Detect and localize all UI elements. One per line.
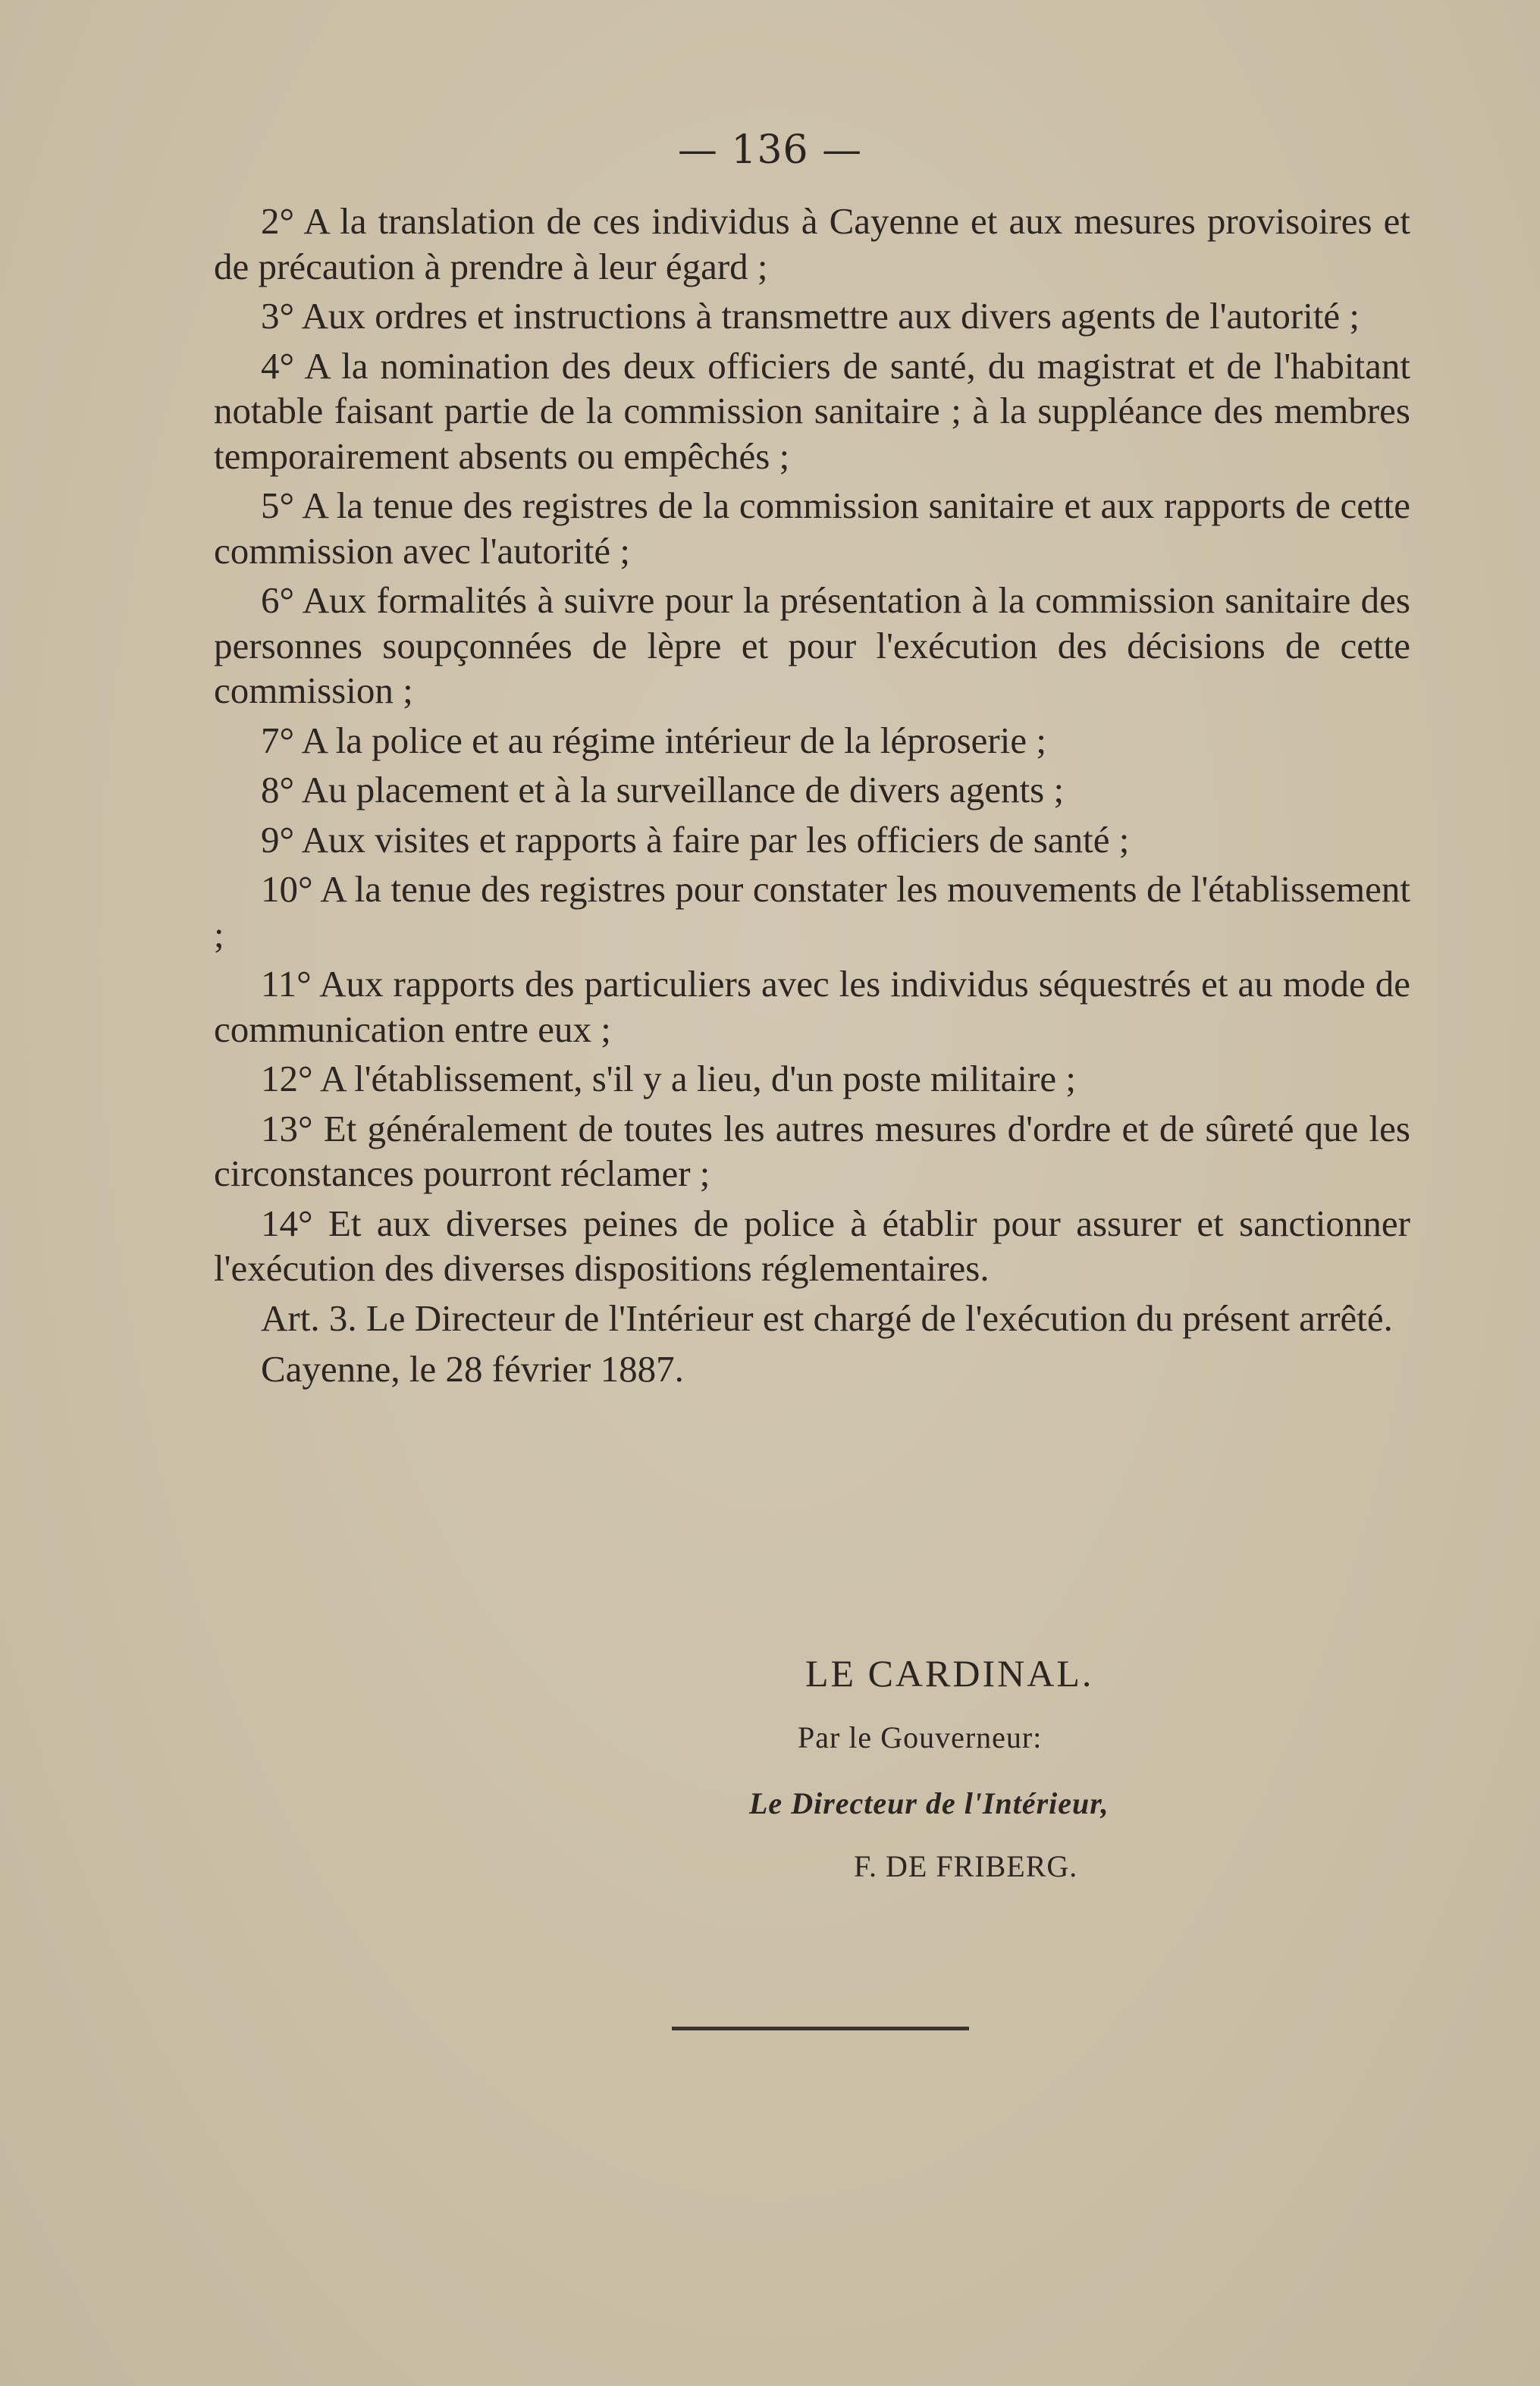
paragraph: 6° Aux formalités à suivre pour la présentation à la commission sanitaire des personnes soupçonnées de lèpre et pour l'exécution des décisions de cette commission ; (214, 579, 1410, 711)
paragraph: 5° A la tenue des registres de la commission sanitaire et aux rapports de cette commission avec l'autorité ; (214, 484, 1410, 572)
paragraph: 4° A la nomination des deux officiers de santé, du magistrat et de l'habitant notable faisant partie de la commission sanitaire ; à la suppléance des membres temporairement absents ou empêchés ; (214, 344, 1410, 477)
paragraph: 9° Aux visites et rapports à faire par les officiers de santé ; (261, 818, 1130, 861)
closing-rule (672, 2027, 969, 2030)
paragraph: 10° A la tenue des registres pour constater les mouvements de l'établissement ; (214, 868, 1410, 955)
paragraph: 12° A l'établissement, s'il y a lieu, d'un poste militaire ; (261, 1058, 1076, 1099)
paragraph: 11° Aux rapports des particuliers avec les individus séquestrés et au mode de communication entre eux ; (214, 963, 1410, 1050)
date-line: Cayenne, le 28 février 1887. (261, 1348, 684, 1390)
page-number: — 136 — (677, 127, 863, 173)
body-text (214, 199, 1410, 1397)
paragraph: 3° Aux ordres et instructions à transmettre aux divers agents de l'autorité ; (261, 295, 1360, 337)
paragraph: 13° Et généralement de toutes les autres mesures d'ordre et de sûreté que les circonstances pourront réclamer ; (214, 1107, 1410, 1194)
paragraph: 14° Et aux diverses peines de police à établir pour assurer et sanctionner l'exécution des diverses dispositions réglementaires. (214, 1202, 1410, 1289)
article-paragraph: Art. 3. Le Directeur de l'Intérieur est chargé de l'exécution du présent arrêté. (261, 1296, 1393, 1339)
paragraph: 2° A la translation de ces individus à Cayenne et aux mesures provisoires et de précaution à prendre à leur égard ; (214, 200, 1410, 287)
paragraph: 7° A la police et au régime intérieur de la léproserie ; (261, 719, 1046, 761)
signature-person: F. DE FRIBERG. (854, 1849, 1078, 1883)
signature-director-title: Le Directeur de l'Intérieur, (749, 1786, 1109, 1820)
signature-by-governor: Par le Gouverneur: (798, 1720, 1043, 1754)
paragraph: 8° Au placement et à la surveillance de divers agents ; (261, 769, 1065, 810)
signature-name: LE CARDINAL. (805, 1652, 1094, 1695)
